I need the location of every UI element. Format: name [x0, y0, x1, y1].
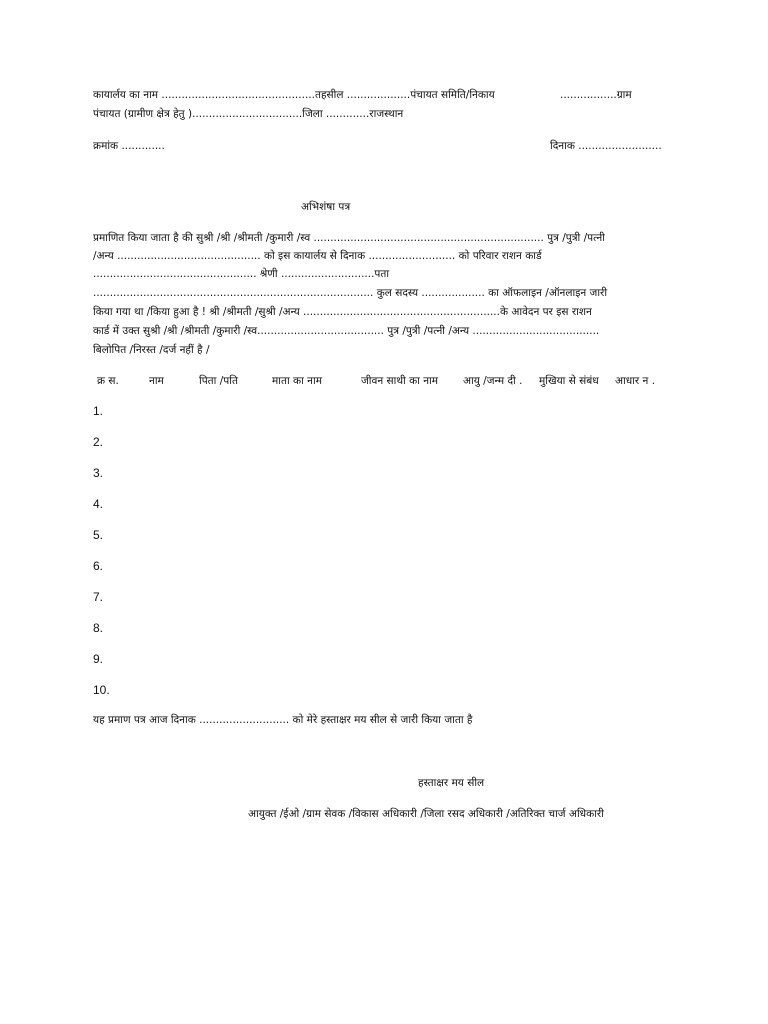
column-header: मुखिया से संबंध [539, 375, 599, 387]
table-row: 1. [93, 404, 104, 418]
body-line-4: .................................................................................... कुल सदस्य ................... का ऑफलाइन /ऑनलाइन जारी [93, 287, 608, 299]
panchayat-district-line: पंचायत (ग्रामीण क्षेत्र हेतु ).................................जिला .............राजस्थान [93, 108, 404, 120]
tehsil-field: तहसील ................... [314, 89, 411, 101]
office-name-line [93, 88, 495, 102]
table-row: 10. [93, 683, 110, 697]
body-line-3: ................................................. श्रेणी ............................पता [93, 268, 390, 280]
panchayat-samiti-label: पंचायत समिति/निकाय [410, 89, 495, 101]
column-header: क्र स. [97, 375, 119, 387]
date-field: दिनाक ......................... [550, 140, 662, 152]
table-row: 3. [93, 466, 104, 480]
table-header [93, 374, 673, 388]
office-name-field: कायार्लय का नाम .............................................. [93, 89, 315, 101]
kramank-field: क्रमांक ............. [93, 140, 165, 152]
body-line-1: प्रमाणित किया जाता है की सुश्री /श्री /श्रीमती /कुमारी /स्व ..................................................................... पुत्र /पुत्री /पत्नी [93, 232, 605, 244]
officer-designations: आयुक्त /ईओ /ग्राम सेवक /विकास अधिकारी /जिला रसद अधिकारी /अतिरिक्त चार्ज अधिकारी [248, 808, 604, 820]
table-row: 5. [93, 528, 104, 542]
column-header: आयु /जन्म दी . [463, 375, 523, 387]
column-header: नाम [149, 375, 164, 387]
signature-seal-label: हस्ताक्षर मय सील [418, 777, 485, 789]
column-header: पिता /पति [199, 375, 238, 387]
body-line-6: कार्ड में उक्त सुश्री /श्री /श्रीमती /कुमारी /स्व...................................... पुत्र /पुत्री /पत्नी /अन्य ...................................... [93, 325, 600, 337]
body-line-2: /अन्य ........................................... को इस कायार्लय से दिनाक .......................... को परिवार राशन कार्ड [93, 250, 542, 262]
body-line-5: किया गया था /किया हुआ है ! श्री /श्रीमती /सुश्री /अन्य ...........................................................के आवेदन पर इस राशन [93, 306, 592, 318]
gram-field: .................ग्राम [560, 89, 632, 101]
table-row: 6. [93, 559, 104, 573]
body-line-7: बिलोपित /निरस्त /दर्ज नहीं है / [93, 344, 210, 356]
issue-statement: यह प्रमाण पत्र आज दिनाक ........................... को मेरे हस्ताक्षर मय सील से जारी किया जाता है [93, 714, 473, 726]
column-header: जीवन साथी का नाम [361, 375, 439, 387]
table-row: 9. [93, 652, 104, 666]
document-title: अभिशंषा पत्र [301, 201, 351, 213]
column-header: आधार न . [615, 375, 656, 387]
table-row: 7. [93, 590, 104, 604]
table-row: 2. [93, 435, 104, 449]
table-row: 4. [93, 497, 104, 511]
table-row: 8. [93, 621, 104, 635]
column-header: माता का नाम [272, 375, 322, 387]
